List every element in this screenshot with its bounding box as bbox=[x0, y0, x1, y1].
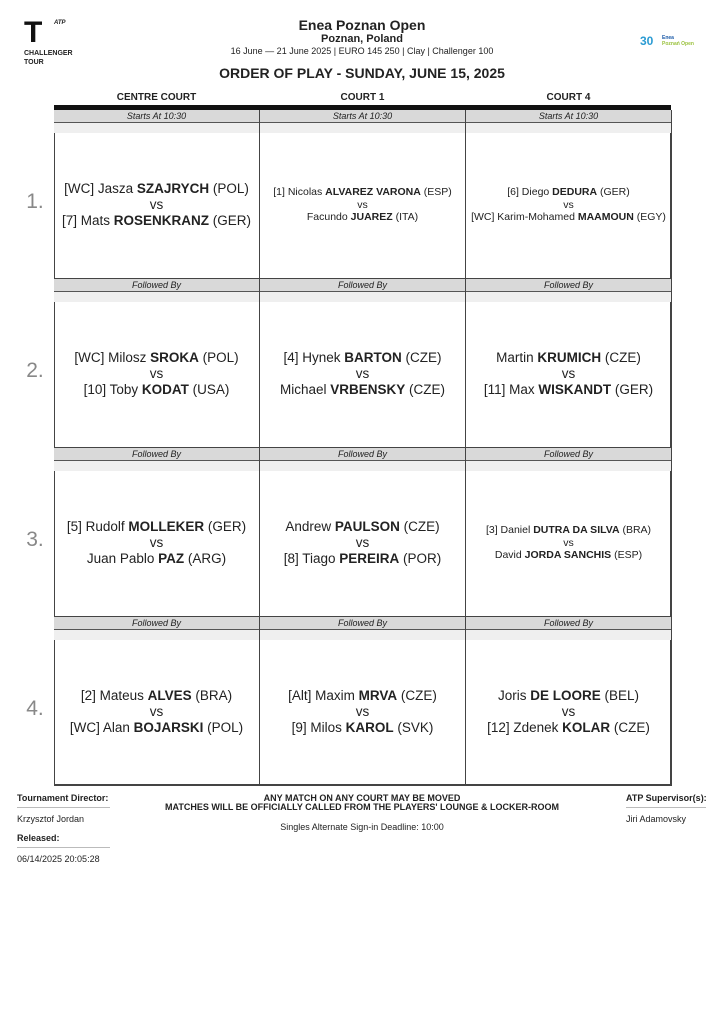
player-country: (BRA) bbox=[191, 688, 233, 703]
followed-by-label: Followed By bbox=[54, 279, 259, 292]
player-country: (CZE) bbox=[397, 688, 437, 703]
match bbox=[260, 303, 465, 445]
player-first: [2] Mateus bbox=[80, 688, 148, 703]
player-first: [11] Max bbox=[483, 382, 539, 397]
match-cell bbox=[260, 110, 466, 279]
row-number: 1. bbox=[26, 190, 44, 213]
player-first: [1] Nicolas bbox=[273, 186, 326, 199]
player-first: [7] Mats bbox=[61, 213, 114, 228]
versus-label: vs bbox=[355, 535, 370, 550]
versus-label: vs bbox=[561, 366, 576, 381]
player-lastname: SROKA bbox=[150, 350, 199, 365]
cell-shade bbox=[466, 630, 671, 640]
logo-anniversary: 30 bbox=[640, 34, 654, 48]
court-header-centre: CENTRE COURT bbox=[116, 92, 197, 103]
player-lastname: ALVES bbox=[147, 688, 192, 703]
row-number: 3. bbox=[26, 528, 44, 551]
divider bbox=[626, 807, 706, 808]
player-line bbox=[507, 186, 630, 199]
player-line bbox=[288, 688, 437, 704]
match bbox=[54, 641, 259, 783]
player-first: [Alt] Maxim bbox=[288, 688, 359, 703]
match bbox=[54, 472, 259, 614]
match-cell bbox=[54, 279, 260, 448]
match bbox=[260, 472, 465, 614]
logo-sub1: CHALLENGER bbox=[24, 50, 73, 57]
player-country: (ESP) bbox=[611, 549, 643, 562]
supervisor-label: ATP Supervisor(s): bbox=[626, 793, 707, 803]
player-first: [10] Toby bbox=[83, 382, 142, 397]
player-country: (BEL) bbox=[600, 688, 640, 703]
player-first: [WC] Jasza bbox=[64, 181, 137, 196]
match bbox=[54, 303, 259, 445]
player-country: (CZE) bbox=[610, 720, 650, 735]
followed-by-label: Followed By bbox=[54, 448, 259, 461]
player-lastname: MRVA bbox=[358, 688, 398, 703]
player-first: [3] Daniel bbox=[485, 524, 534, 537]
match-cell bbox=[466, 279, 672, 448]
player-first: [WC] Karim-Mohamed bbox=[471, 211, 578, 224]
player-lastname: VRBENSKY bbox=[330, 382, 406, 397]
cell-shade bbox=[260, 123, 465, 133]
cell-shade bbox=[260, 461, 465, 471]
notice-called: MATCHES WILL BE OFFICIALLY CALLED FROM THE PLAYERS' LOUNGE & LOCKER-ROOM bbox=[165, 802, 559, 812]
player-line bbox=[292, 720, 434, 736]
player-line bbox=[484, 382, 653, 398]
player-line bbox=[67, 519, 246, 535]
player-country: (BRA) bbox=[619, 524, 652, 537]
supervisor-name: Jiri Adamovsky bbox=[626, 814, 687, 824]
player-first: [4] Hynek bbox=[283, 350, 345, 365]
versus-label: vs bbox=[149, 535, 164, 550]
player-country: (CZE) bbox=[601, 350, 641, 365]
player-line bbox=[74, 350, 238, 366]
followed-by-label: Followed By bbox=[260, 617, 465, 630]
player-lastname: KODAT bbox=[141, 382, 189, 397]
match-cell bbox=[260, 617, 466, 786]
match bbox=[466, 472, 671, 614]
player-line bbox=[307, 211, 418, 224]
player-first: David bbox=[494, 549, 525, 562]
player-first: [9] Milos bbox=[291, 720, 346, 735]
player-line bbox=[498, 688, 639, 704]
match-cell bbox=[260, 279, 466, 448]
released-value: 06/14/2025 20:05:28 bbox=[17, 854, 100, 864]
player-lastname: WISKANDT bbox=[538, 382, 612, 397]
order-of-play-title: ORDER OF PLAY - SUNDAY, JUNE 15, 2025 bbox=[219, 65, 505, 81]
director-label: Tournament Director: bbox=[17, 793, 109, 803]
player-line bbox=[471, 211, 666, 224]
player-first: Michael bbox=[279, 382, 331, 397]
logo-mark: T bbox=[24, 16, 41, 49]
followed-by-label: Followed By bbox=[54, 617, 259, 630]
tournament-title: Enea Poznan Open bbox=[298, 17, 426, 33]
row-number: 4. bbox=[26, 697, 44, 720]
versus-label: vs bbox=[357, 198, 368, 211]
player-first: Joris bbox=[497, 688, 531, 703]
versus-label: vs bbox=[355, 704, 370, 719]
released-label: Released: bbox=[17, 833, 60, 843]
player-first: Andrew bbox=[285, 519, 335, 534]
player-country: (USA) bbox=[188, 382, 230, 397]
player-lastname: BOJARSKI bbox=[133, 720, 204, 735]
start-time-label: Starts At 10:30 bbox=[54, 110, 259, 123]
player-lastname: KRUMICH bbox=[537, 350, 602, 365]
cell-shade bbox=[466, 461, 671, 471]
player-country: (EGY) bbox=[633, 211, 666, 224]
logo-sub2: TOUR bbox=[24, 59, 44, 66]
player-country: (SVK) bbox=[393, 720, 434, 735]
player-line bbox=[62, 213, 251, 229]
director-name: Krzysztof Jordan bbox=[17, 814, 85, 824]
player-first: [12] Zdenek bbox=[487, 720, 563, 735]
player-lastname: DEDURA bbox=[552, 186, 598, 199]
cell-shade bbox=[54, 630, 259, 640]
player-lastname: MAAMOUN bbox=[577, 211, 634, 224]
player-first: Juan Pablo bbox=[86, 551, 159, 566]
cell-shade bbox=[260, 630, 465, 640]
player-lastname: MOLLEKER bbox=[128, 519, 205, 534]
player-lastname: DE LOORE bbox=[530, 688, 601, 703]
start-time-label: Starts At 10:30 bbox=[260, 110, 465, 123]
match bbox=[466, 641, 671, 783]
player-country: (GER) bbox=[209, 213, 252, 228]
player-first: [WC] Alan bbox=[69, 720, 134, 735]
cell-shade bbox=[54, 123, 259, 133]
player-country: (POL) bbox=[203, 720, 244, 735]
match bbox=[260, 134, 465, 276]
player-lastname: KAROL bbox=[345, 720, 394, 735]
player-first: [8] Tiago bbox=[283, 551, 340, 566]
player-country: (CZE) bbox=[405, 382, 446, 397]
player-country: (POL) bbox=[198, 350, 239, 365]
player-first: Facundo bbox=[306, 211, 351, 224]
player-lastname: BARTON bbox=[344, 350, 402, 365]
player-line bbox=[81, 688, 232, 704]
player-country: (POR) bbox=[399, 551, 442, 566]
match bbox=[260, 641, 465, 783]
followed-by-label: Followed By bbox=[260, 279, 465, 292]
player-country: (GER) bbox=[611, 382, 654, 397]
logo-atp: ATP bbox=[54, 20, 66, 26]
player-country: (ITA) bbox=[392, 211, 419, 224]
tournament-info: 16 June — 21 June 2025 | EURO 145 250 | Clay | Challenger 100 bbox=[230, 46, 494, 56]
player-country: (CZE) bbox=[401, 350, 442, 365]
followed-by-label: Followed By bbox=[466, 279, 671, 292]
followed-by-label: Followed By bbox=[466, 448, 671, 461]
cell-shade bbox=[466, 123, 671, 133]
player-first: [6] Diego bbox=[507, 186, 553, 199]
match bbox=[466, 303, 671, 445]
row-number: 2. bbox=[26, 359, 44, 382]
player-lastname: DUTRA DA SILVA bbox=[533, 524, 620, 537]
player-line bbox=[495, 549, 642, 562]
player-lastname: PAZ bbox=[158, 551, 185, 566]
match-cell bbox=[260, 448, 466, 617]
notice-moved: ANY MATCH ON ANY COURT MAY BE MOVED bbox=[263, 793, 461, 803]
player-lastname: PAULSON bbox=[334, 519, 400, 534]
player-country: (POL) bbox=[209, 181, 249, 196]
logo-name-1: Enea bbox=[662, 35, 674, 41]
signin-deadline: Singles Alternate Sign-in Deadline: 10:00 bbox=[280, 822, 444, 832]
match bbox=[54, 134, 259, 276]
followed-by-label: Followed By bbox=[466, 617, 671, 630]
player-line bbox=[70, 720, 243, 736]
followed-by-label: Followed By bbox=[260, 448, 465, 461]
player-country: (ARG) bbox=[184, 551, 227, 566]
logo-name-2: Poznań Open bbox=[662, 41, 694, 47]
start-time-label: Starts At 10:30 bbox=[466, 110, 671, 123]
match-cell bbox=[466, 617, 672, 786]
versus-label: vs bbox=[149, 197, 164, 212]
match-cell bbox=[466, 448, 672, 617]
versus-label: vs bbox=[563, 536, 574, 549]
player-lastname: JORDA SANCHIS bbox=[524, 549, 612, 562]
match-cell bbox=[466, 110, 672, 279]
player-line bbox=[64, 181, 249, 197]
court-header-1: COURT 1 bbox=[340, 92, 385, 103]
versus-label: vs bbox=[355, 366, 370, 381]
player-lastname: KOLAR bbox=[562, 720, 611, 735]
match-cell bbox=[54, 448, 260, 617]
versus-label: vs bbox=[149, 366, 164, 381]
player-lastname: JUAREZ bbox=[350, 211, 393, 224]
player-line bbox=[87, 551, 226, 567]
player-first: [5] Rudolf bbox=[66, 519, 129, 534]
cell-shade bbox=[260, 292, 465, 302]
versus-label: vs bbox=[149, 704, 164, 719]
player-lastname: ALVAREZ VARONA bbox=[325, 186, 421, 199]
player-line bbox=[280, 382, 445, 398]
player-line bbox=[273, 186, 452, 199]
player-line bbox=[496, 350, 641, 366]
player-line bbox=[285, 519, 439, 535]
match-cell bbox=[54, 110, 260, 279]
match-cell bbox=[54, 617, 260, 786]
player-first: Martin bbox=[496, 350, 538, 365]
player-line bbox=[486, 524, 651, 537]
player-country: (CZE) bbox=[399, 519, 440, 534]
cell-shade bbox=[466, 292, 671, 302]
court-header-4: COURT 4 bbox=[546, 92, 591, 103]
player-first: [WC] Milosz bbox=[74, 350, 151, 365]
player-line bbox=[84, 382, 230, 398]
match bbox=[466, 134, 671, 276]
player-line bbox=[284, 551, 442, 567]
player-line bbox=[283, 350, 441, 366]
divider bbox=[17, 847, 110, 848]
versus-label: vs bbox=[561, 704, 576, 719]
cell-shade bbox=[54, 292, 259, 302]
player-lastname: SZAJRYCH bbox=[136, 181, 210, 196]
cell-shade bbox=[54, 461, 259, 471]
player-line bbox=[487, 720, 650, 736]
player-lastname: PEREIRA bbox=[339, 551, 400, 566]
player-country: (GER) bbox=[204, 519, 247, 534]
tournament-city: Poznan, Poland bbox=[321, 33, 403, 45]
player-country: (GER) bbox=[597, 186, 630, 199]
player-country: (ESP) bbox=[420, 186, 452, 199]
versus-label: vs bbox=[563, 198, 574, 211]
player-lastname: ROSENKRANZ bbox=[113, 213, 210, 228]
